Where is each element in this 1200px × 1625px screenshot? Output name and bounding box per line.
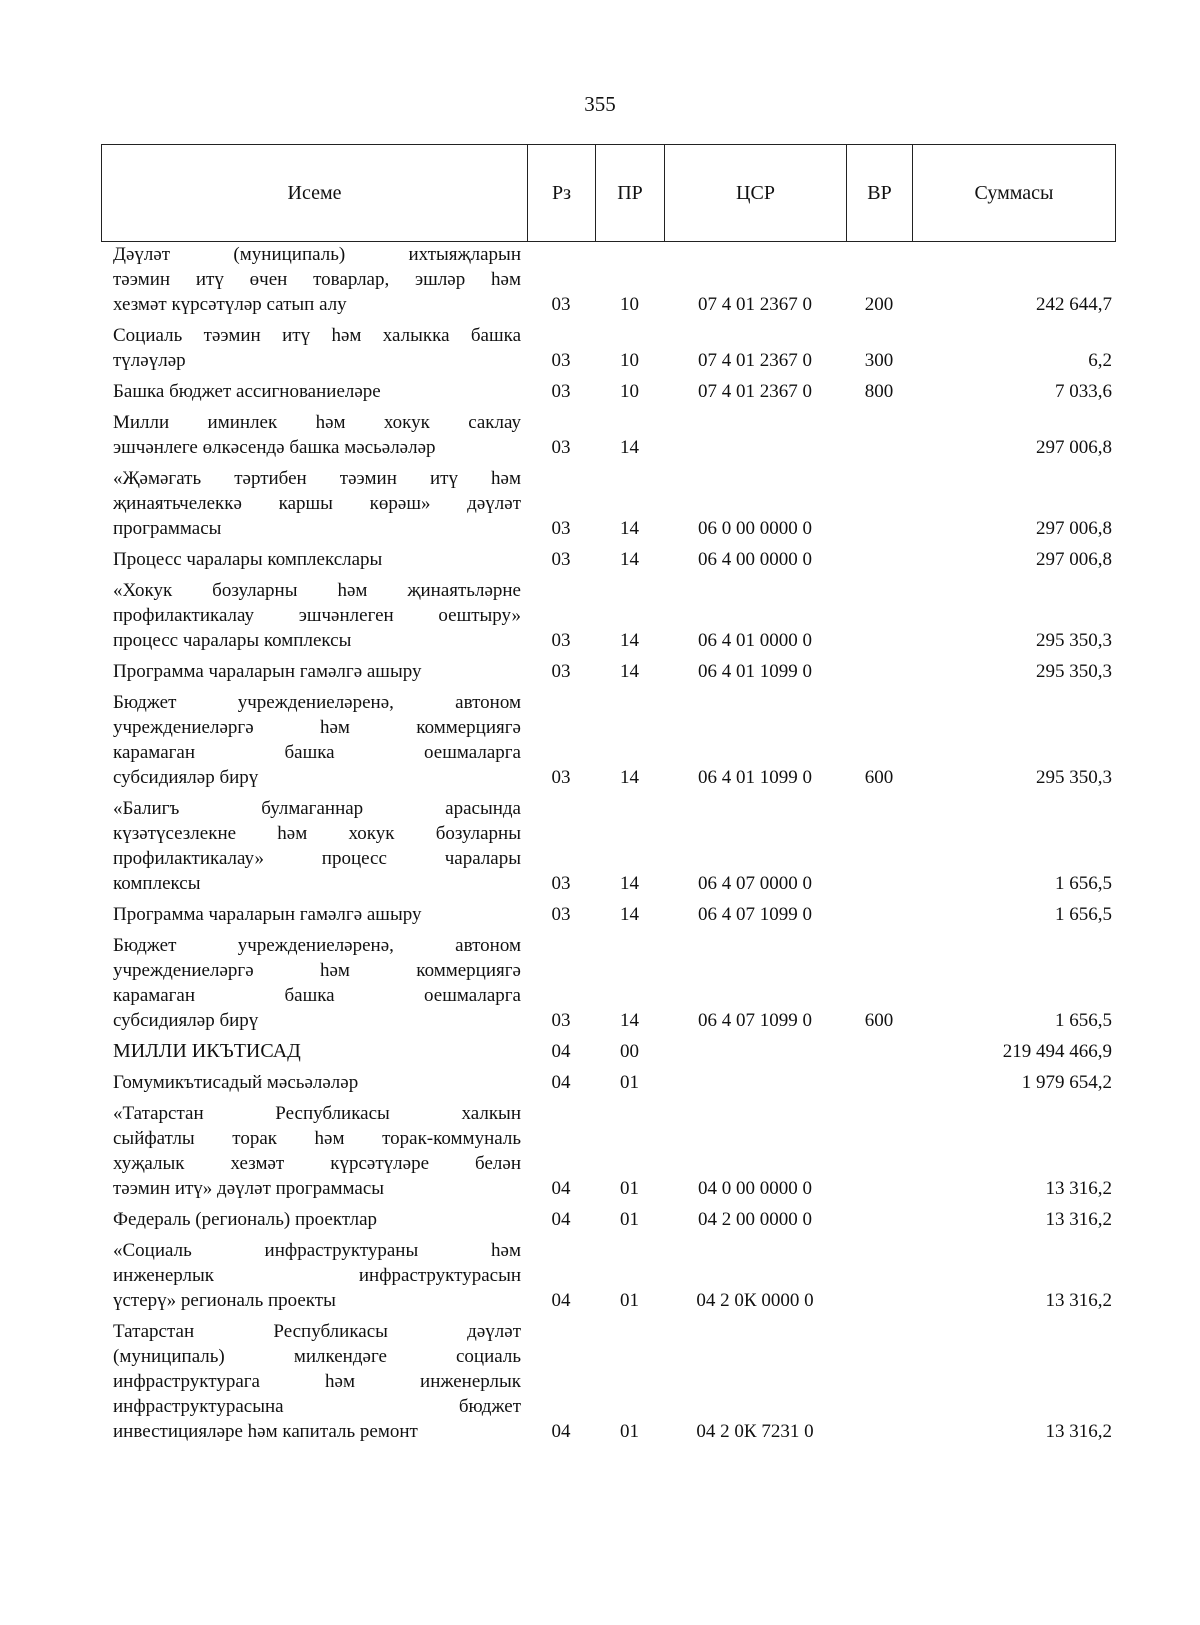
table-row xyxy=(101,1039,1116,1064)
row-pr: 14 xyxy=(620,873,639,894)
row-pr: 14 xyxy=(620,518,639,539)
row-sum: 13 316,2 xyxy=(1045,1178,1112,1199)
row-rz: 03 xyxy=(551,873,571,894)
row-sum: 219 494 466,9 xyxy=(1002,1041,1112,1062)
row-csr: 06 4 07 1099 0 xyxy=(698,904,812,925)
row-rz: 03 xyxy=(551,549,571,570)
table-row xyxy=(101,578,1116,653)
table-row xyxy=(101,902,1116,927)
row-name-line: инфраструктурасына бюджет xyxy=(113,1396,521,1417)
row-name-line: күзәтүсезлекне һәм хокук бозуларны xyxy=(113,823,521,844)
row-pr: 10 xyxy=(620,294,639,315)
row-rz: 03 xyxy=(551,904,571,925)
row-rz: 03 xyxy=(551,294,571,315)
row-pr: 14 xyxy=(620,904,639,925)
row-name-line: инфраструктурага һәм инженерлык xyxy=(113,1371,521,1392)
row-pr: 14 xyxy=(620,661,639,682)
row-name xyxy=(101,466,527,541)
row-name-line: субсидияләр бирү xyxy=(113,1010,259,1031)
row-name-line: тәэмин итү» дәүләт программасы xyxy=(113,1178,385,1199)
row-rz: 04 xyxy=(551,1290,571,1311)
row-name xyxy=(101,690,527,790)
row-csr: 04 2 0К 7231 0 xyxy=(696,1421,814,1442)
table-row xyxy=(101,323,1116,373)
row-rz: 04 xyxy=(551,1421,571,1442)
row-sum: 1 979 654,2 xyxy=(1021,1072,1112,1093)
row-rz: 03 xyxy=(551,767,571,788)
table-row xyxy=(101,796,1116,896)
row-name-line: инженерлык инфраструктурасын xyxy=(113,1265,521,1286)
row-name-line: Федераль (региональ) проектлар xyxy=(113,1209,378,1230)
row-name xyxy=(101,1319,527,1444)
row-pr: 14 xyxy=(620,1010,639,1031)
row-name xyxy=(101,323,527,373)
row-name-line: «Хокук бозуларны һәм җинаятьләрне xyxy=(113,580,521,601)
table-body xyxy=(101,242,1116,1450)
row-vr: 200 xyxy=(864,294,894,315)
row-pr: 14 xyxy=(620,549,639,570)
row-name-line: Бюджет учреждениеләренә, автоном xyxy=(113,692,521,713)
row-csr: 07 4 01 2367 0 xyxy=(698,294,812,315)
row-name-line: Бюджет учреждениеләренә, автоном xyxy=(113,935,521,956)
row-sum: 297 006,8 xyxy=(1036,437,1112,458)
row-name-line: субсидияләр бирү xyxy=(113,767,259,788)
header-csr: ЦСР xyxy=(665,145,847,241)
row-name xyxy=(101,1238,527,1313)
row-sum: 242 644,7 xyxy=(1036,294,1112,315)
row-name-line: программасы xyxy=(113,518,222,539)
row-csr: 06 4 01 1099 0 xyxy=(698,661,812,682)
table-row xyxy=(101,659,1116,684)
row-csr: 07 4 01 2367 0 xyxy=(698,381,812,402)
row-vr: 300 xyxy=(864,350,894,371)
row-name-line: Социаль тәэмин итү һәм халыкка башка xyxy=(113,325,521,346)
row-sum: 7 033,6 xyxy=(1055,381,1112,402)
table-row xyxy=(101,547,1116,572)
row-vr: 800 xyxy=(864,381,894,402)
row-name-line: процесс чаралары комплексы xyxy=(113,630,352,651)
row-name xyxy=(101,902,527,927)
row-name-line: Дәүләт (муниципаль) ихтыяҗларын xyxy=(113,244,521,265)
row-name-line: Программа чараларын гамәлгә ашыру xyxy=(113,661,422,682)
row-name-line: Башка бюджет ассигнованиеләре xyxy=(113,381,381,402)
row-rz: 03 xyxy=(551,1010,571,1031)
row-pr: 10 xyxy=(620,381,639,402)
row-csr: 04 2 0К 0000 0 xyxy=(696,1290,814,1311)
row-vr: 600 xyxy=(864,1010,894,1031)
row-sum: 297 006,8 xyxy=(1036,549,1112,570)
row-name-line: комплексы xyxy=(113,873,201,894)
table-row xyxy=(101,466,1116,541)
row-pr: 01 xyxy=(620,1290,639,1311)
row-rz: 03 xyxy=(551,630,571,651)
row-name xyxy=(101,1207,527,1232)
row-csr: 06 4 07 1099 0 xyxy=(698,1010,812,1031)
row-name-line: сыйфатлы торак һәм торак-коммуналь xyxy=(113,1128,521,1149)
row-csr: 06 4 07 0000 0 xyxy=(698,873,812,894)
row-pr: 01 xyxy=(620,1178,639,1199)
row-name-line: «Социаль инфраструктураны һәм xyxy=(113,1240,521,1261)
row-name xyxy=(101,379,527,404)
table-row xyxy=(101,933,1116,1033)
table-row xyxy=(101,690,1116,790)
row-csr: 06 4 01 1099 0 xyxy=(698,767,812,788)
row-csr: 04 0 00 0000 0 xyxy=(698,1178,812,1199)
row-rz: 03 xyxy=(551,518,571,539)
row-name xyxy=(101,1101,527,1201)
table-header xyxy=(101,144,1116,242)
row-sum: 1 656,5 xyxy=(1055,904,1112,925)
row-name-line: карамаган башка оешмаларга xyxy=(113,742,521,763)
row-name-line: карамаган башка оешмаларга xyxy=(113,985,521,1006)
row-rz: 03 xyxy=(551,381,571,402)
row-csr: 07 4 01 2367 0 xyxy=(698,350,812,371)
row-pr: 14 xyxy=(620,437,639,458)
row-name xyxy=(101,410,527,460)
row-sum: 13 316,2 xyxy=(1045,1421,1112,1442)
row-rz: 04 xyxy=(551,1209,571,1230)
table-row xyxy=(101,1238,1116,1313)
row-name-line: эшчәнлеге өлкәсендә башка мәсьәләләр xyxy=(113,437,436,458)
row-name-line: Гомумикътисадый мәсьәләләр xyxy=(113,1072,359,1093)
row-name xyxy=(101,796,527,896)
row-name-line: (муниципаль) милкендәге социаль xyxy=(113,1346,521,1367)
row-name-line: тәэмин итү өчен товарлар, эшләр һәм xyxy=(113,269,521,290)
row-sum: 297 006,8 xyxy=(1036,518,1112,539)
row-sum: 295 350,3 xyxy=(1036,630,1112,651)
table-row xyxy=(101,1101,1116,1201)
page-number: 355 xyxy=(584,92,616,116)
row-sum: 13 316,2 xyxy=(1045,1290,1112,1311)
table-row xyxy=(101,1070,1116,1095)
table-row xyxy=(101,242,1116,317)
row-rz: 03 xyxy=(551,661,571,682)
row-pr: 01 xyxy=(620,1421,639,1442)
row-name xyxy=(101,242,527,317)
row-name-line: МИЛЛИ ИКЪТИСАД xyxy=(113,1040,301,1062)
row-name xyxy=(101,933,527,1033)
header-name: Исеме xyxy=(102,145,528,241)
row-sum: 1 656,5 xyxy=(1055,1010,1112,1031)
row-rz: 03 xyxy=(551,350,571,371)
row-name-line: профилактикалау эшчәнлеген оештыру» xyxy=(113,605,521,626)
table-row xyxy=(101,1207,1116,1232)
row-name xyxy=(101,1070,527,1095)
header-rz: Рз xyxy=(528,145,596,241)
row-name-line: учреждениеләргә һәм коммерциягә xyxy=(113,960,521,981)
row-name-line: профилактикалау» процесс чаралары xyxy=(113,848,521,869)
table-row xyxy=(101,410,1116,460)
row-name-line: «Татарстан Республикасы халкын xyxy=(113,1103,521,1124)
row-name-line: «Балигъ булмаганнар арасында xyxy=(113,798,521,819)
row-csr: 04 2 00 0000 0 xyxy=(698,1209,812,1230)
row-name-line: хезмәт күрсәтүләр сатып алу xyxy=(113,294,347,315)
header-pr: ПР xyxy=(596,145,665,241)
row-name-line: учреждениеләргә һәм коммерциягә xyxy=(113,717,521,738)
row-name-line: түләүләр xyxy=(113,350,186,371)
row-name xyxy=(101,1039,527,1064)
header-vr: ВР xyxy=(847,145,913,241)
table-row xyxy=(101,379,1116,404)
row-name-line: үстерү» региональ проекты xyxy=(113,1290,336,1311)
row-pr: 10 xyxy=(620,350,639,371)
row-name-line: Программа чараларын гамәлгә ашыру xyxy=(113,904,422,925)
row-name xyxy=(101,578,527,653)
row-pr: 00 xyxy=(620,1041,639,1062)
row-sum: 295 350,3 xyxy=(1036,767,1112,788)
row-name xyxy=(101,547,527,572)
row-rz: 04 xyxy=(551,1072,571,1093)
row-name-line: Татарстан Республикасы дәүләт xyxy=(113,1321,521,1342)
row-name-line: Милли иминлек һәм хокук саклау xyxy=(113,412,521,433)
row-pr: 01 xyxy=(620,1072,639,1093)
row-name-line: «Җәмәгать тәртибен тәэмин итү һәм xyxy=(113,468,521,489)
row-name-line: хуҗалык хезмәт күрсәтүләре белән xyxy=(113,1153,521,1174)
row-sum: 1 656,5 xyxy=(1055,873,1112,894)
row-name xyxy=(101,659,527,684)
row-rz: 03 xyxy=(551,437,571,458)
row-name-line: инвестицияләре һәм капиталь ремонт xyxy=(113,1421,418,1442)
row-rz: 04 xyxy=(551,1041,571,1062)
row-pr: 01 xyxy=(620,1209,639,1230)
table-row xyxy=(101,1319,1116,1444)
row-name-line: Процесс чаралары комплекслары xyxy=(113,549,383,570)
row-pr: 14 xyxy=(620,630,639,651)
row-sum: 295 350,3 xyxy=(1036,661,1112,682)
row-sum: 6,2 xyxy=(1088,350,1112,371)
row-rz: 04 xyxy=(551,1178,571,1199)
row-csr: 06 4 00 0000 0 xyxy=(698,549,812,570)
row-vr: 600 xyxy=(864,767,894,788)
row-pr: 14 xyxy=(620,767,639,788)
header-sum: Суммасы xyxy=(974,181,1054,204)
row-sum: 13 316,2 xyxy=(1045,1209,1112,1230)
row-name-line: җинаятьчелеккә каршы көрәш» дәүләт xyxy=(113,493,521,514)
row-csr: 06 0 00 0000 0 xyxy=(698,518,812,539)
row-csr: 06 4 01 0000 0 xyxy=(698,630,812,651)
